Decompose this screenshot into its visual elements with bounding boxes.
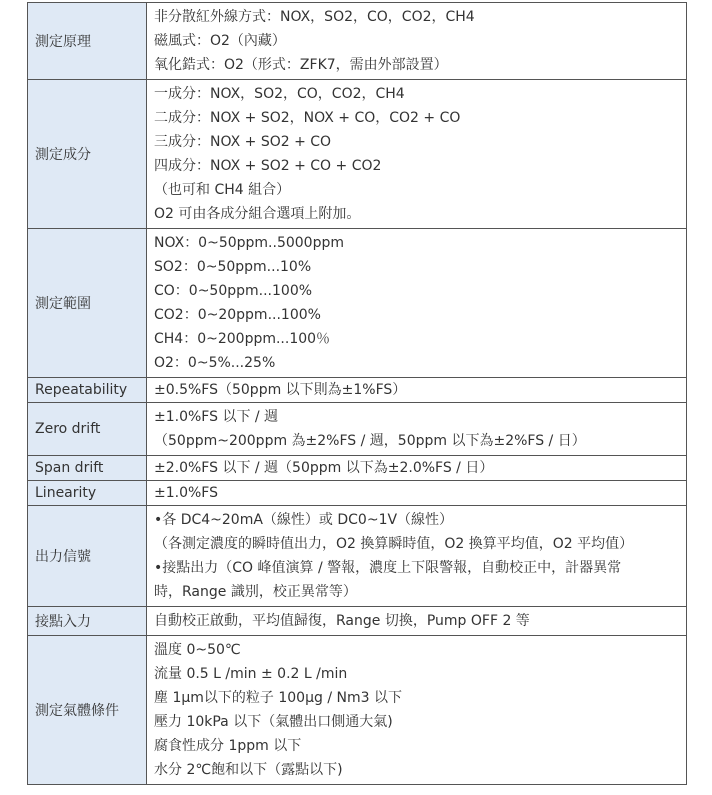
- value-line: 一成分：NOX，SO2，CO，CO2，CH4: [154, 86, 405, 102]
- value-line: 三成分：NOX + SO2 + CO: [154, 134, 332, 150]
- value-line: •各 DC4~20mA（線性）或 DC0~1V（線性）: [154, 512, 454, 528]
- value-line: CO：0~50ppm...100%: [154, 283, 313, 299]
- value-line: 水分 2℃飽和以下（露點以下): [154, 762, 343, 778]
- row-label: 接點入力: [28, 607, 147, 636]
- value-line: 溫度 0~50℃: [154, 642, 241, 658]
- row-label: 出力信號: [28, 506, 147, 607]
- row-value: [147, 80, 687, 229]
- table-row: [28, 3, 687, 80]
- value-line: 腐食性成分 1ppm 以下: [154, 738, 302, 754]
- value-line: CO2：0~20ppm...100%: [154, 307, 321, 323]
- value-line: 時，Range 識別，校正異常等）: [154, 584, 357, 600]
- table-row: [28, 636, 687, 785]
- row-value: [147, 229, 687, 378]
- value-line: （50ppm~200ppm 為±2%FS / 週，50ppm 以下為±2%FS / 日）: [154, 433, 586, 449]
- row-label: 測定氣體條件: [28, 636, 147, 785]
- row-value: [147, 456, 687, 481]
- row-label: Zero drift: [28, 403, 147, 456]
- value-line: 磁風式：O2（內藏）: [154, 33, 286, 49]
- value-line: ±0.5%FS（50ppm 以下則為±1%FS）: [154, 382, 407, 398]
- row-label: 測定成分: [28, 80, 147, 229]
- table-row: [28, 378, 687, 403]
- value-line: ±1.0%FS: [154, 485, 218, 501]
- value-line: SO2：0~50ppm...10%: [154, 259, 312, 275]
- value-line: O2 可由各成分組合選項上附加。: [154, 206, 361, 222]
- table-row: [28, 481, 687, 506]
- table-row: [28, 607, 687, 636]
- value-line: ±1.0%FS 以下 / 週: [154, 409, 279, 425]
- value-line: 流量 0.5 L /min ± 0.2 L /min: [154, 666, 348, 682]
- row-label: 測定原理: [28, 3, 147, 80]
- row-value: [147, 506, 687, 607]
- row-value: [147, 636, 687, 785]
- row-value: [147, 481, 687, 506]
- row-value: [147, 3, 687, 80]
- spec-table: [27, 2, 687, 785]
- value-line: CH4：0~200ppm...100％: [154, 331, 331, 347]
- value-line: ±2.0%FS 以下 / 週（50ppm 以下為±2.0%FS / 日）: [154, 460, 494, 476]
- value-line: 四成分：NOX + SO2 + CO + CO2: [154, 158, 382, 174]
- value-line: 二成分：NOX + SO2，NOX + CO，CO2 + CO: [154, 110, 461, 126]
- table-row: [28, 506, 687, 607]
- table-row: [28, 403, 687, 456]
- row-label: Repeatability: [28, 378, 147, 403]
- row-value: [147, 378, 687, 403]
- value-line: （也可和 CH4 組合）: [154, 182, 291, 198]
- value-line: 自動校正啟動，平均值歸復，Range 切換，Pump OFF 2 等: [154, 613, 530, 629]
- row-label: 測定範圍: [28, 229, 147, 378]
- value-line: •接點出力（CO 峰值演算 / 警報，濃度上下限警報，自動校正中，計器異常: [154, 560, 622, 576]
- row-label: Span drift: [28, 456, 147, 481]
- value-line: （各測定濃度的瞬時值出力，O2 換算瞬時值，O2 換算平均值，O2 平均值）: [154, 536, 634, 552]
- value-line: 壓力 10kPa 以下（氣體出口側通大氣): [154, 714, 393, 730]
- row-value: [147, 403, 687, 456]
- table-row: [28, 456, 687, 481]
- table-row: [28, 80, 687, 229]
- value-line: 非分散紅外線方式：NOX，SO2，CO，CO2，CH4: [154, 9, 475, 25]
- value-line: NOX：0~50ppm..5000ppm: [154, 235, 344, 251]
- value-line: 塵 1μm以下的粒子 100μg / Nm3 以下: [154, 690, 402, 706]
- value-line: 氧化鋯式：O2（形式：ZFK7，需由外部設置）: [154, 57, 448, 73]
- row-value: [147, 607, 687, 636]
- table-row: [28, 229, 687, 378]
- row-label: Linearity: [28, 481, 147, 506]
- value-line: O2：0~5%...25%: [154, 355, 276, 371]
